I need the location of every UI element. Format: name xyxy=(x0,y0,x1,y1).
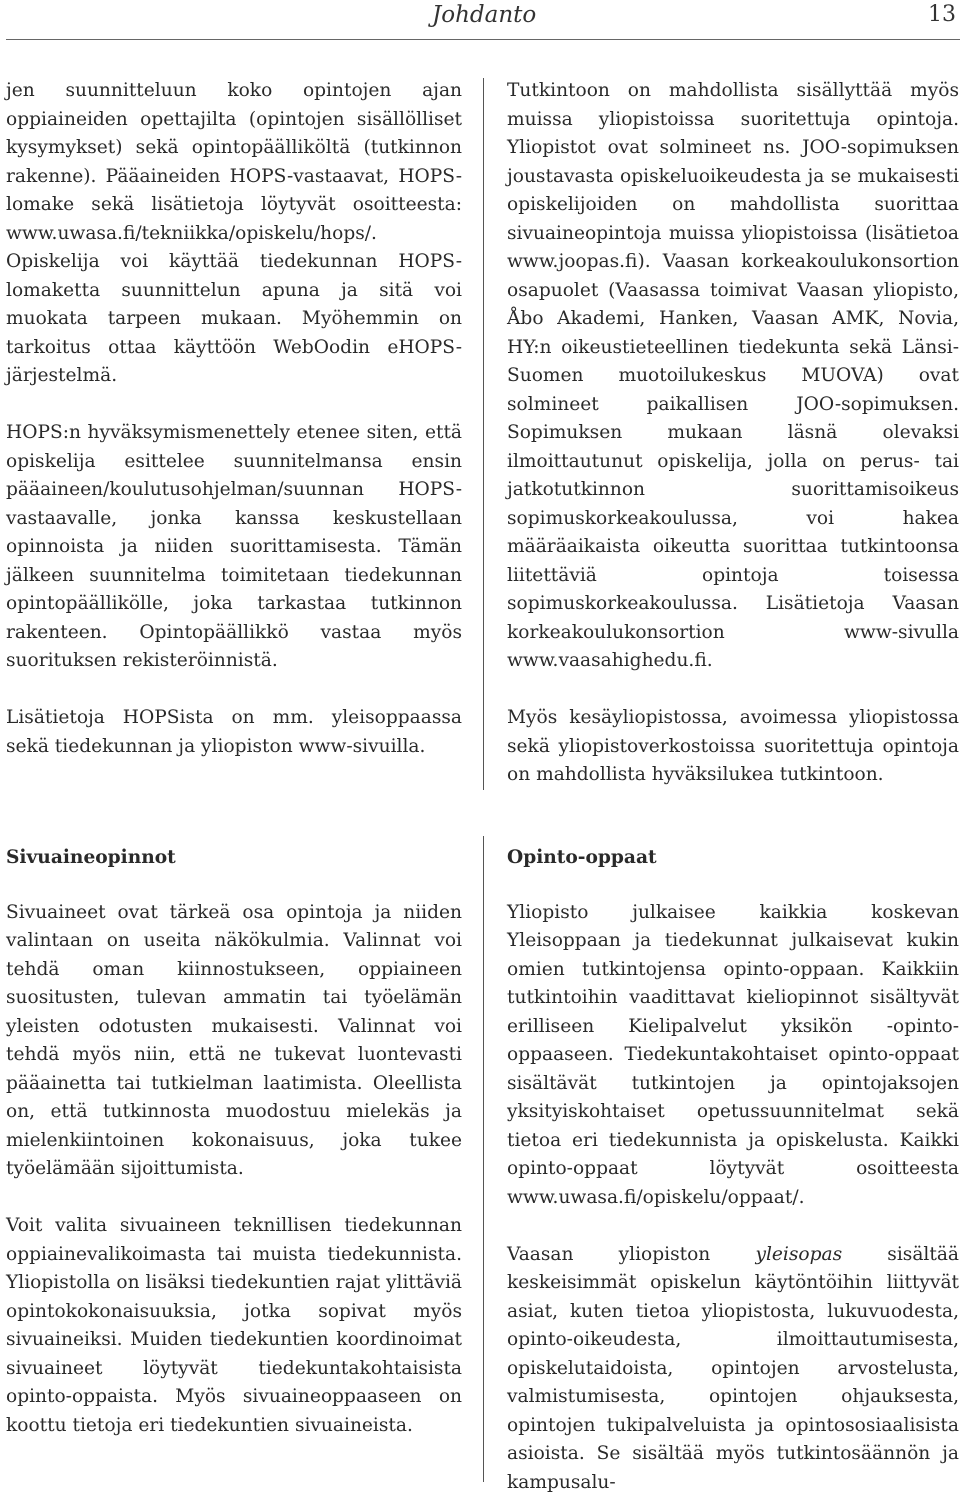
paragraph: Sivuaineet ovat tärkeä osa opintoja ja niiden valintaan on useita näkökulmia. Valinnat voi tehdä oman kiinnostukseen, oppiaineen suositusten, tulevan ammatin tai työelämän yleisten odotusten mukaisesti. Valinnat voi tehdä myös niin, että ne tukevat luontevasti pääainetta tai tutkielman laatimista. Oleellista on, että tutkinnosta muodostuu mielekäs ja mielenkiintoinen kokonaisuus, joka tukee työelämään sijoittumista. xyxy=(6,899,462,1184)
page-header xyxy=(0,0,960,40)
paragraph: Yliopisto julkaisee kaikkia koskevan Yleisoppaan ja tiedekunnat julkaisevat kukin omien tutkintojensa opinto-oppaan. Kaikkiin tutkintoihin vaadittavat kieliopinnot sisältyvät erilliseen Kielipalvelut yksikön -opinto-oppaaseen. Tiedekuntakohtaiset opinto-oppaat sisältävät tutkintojen ja opintojaksojen yksityiskohtaiset opetussuunnitelmat sekä tietoa eri tiedekunnista ja opiskelusta. Kaikki opinto-oppaat löytyvät osoitteesta www.uwasa.fi/opiskelu/oppaat/. xyxy=(507,899,959,1213)
italic-term: yleisopas xyxy=(755,1244,842,1265)
page-number: 13 xyxy=(928,2,956,27)
paragraph: Myös kesäyliopistossa, avoimessa yliopistossa sekä yliopistoverkostoissa suoritettuja opintoja on mahdollista hyväksilukea tutkintoon. xyxy=(507,704,959,790)
paragraph: Voit valita sivuaineen teknillisen tiedekunnan oppiainevalikoimasta tai muista tiedekunnista. Yliopistolla on lisäksi tiedekuntien rajat ylittäviä opintokokonaisuuksia, jotka sopivat myös sivuaineiksi. Muiden tiedekuntien koordinoimat sivuaineet löytyvät tiedekuntakohtaisista opinto-oppaista. Myös sivuaineoppaaseen on koottu tietoja eri tiedekuntien sivuaineista. xyxy=(6,1212,462,1440)
paragraph xyxy=(507,1241,959,1497)
paragraph: HOPS:n hyväksymismenettely etenee siten, että opiskelija esittelee suunnitelmansa ensin pääaineen/koulutusohjelman/suunnan HOPS-vastaavalle, jonka kanssa keskustellaan opinnoista ja niiden suorittamisesta. Tämän jälkeen suunnitelma toimitetaan tiedekunnan opintopäällikölle, joka tarkastaa tutkinnon rakenteen. Opintopäällikkö vastaa myös suorituksen rekisteröinnistä. xyxy=(6,419,462,676)
top-right-column xyxy=(507,77,959,790)
bottom-left-column xyxy=(6,844,462,1440)
section-heading-sivuaineopinnot: Sivuaineopinnot xyxy=(6,844,462,873)
section-heading-opinto-oppaat: Opinto-oppaat xyxy=(507,844,959,873)
paragraph: jen suunnitteluun koko opintojen ajan oppiaineiden opettajilta (opintojen sisällölliset kysymykset) sekä opintopäälliköltä (tutkinnon rakenne). Pääaineiden HOPS-vastaavat, HOPS-lomake sekä lisätietoja löytyvät osoitteesta: www.uwasa.fi/tekniikka/opiskelu/hops/. Opiskelija voi käyttää tiedekunnan HOPS-lomaketta suunnittelun apuna ja sitä voi muokata tarpeen mukaan. Myöhemmin on tarkoitus ottaa käyttöön WebOodin eHOPS-järjestelmä. xyxy=(6,77,462,391)
paragraph: Lisätietoja HOPSista on mm. yleisoppaassa sekä tiedekunnan ja yliopiston www-sivuilla. xyxy=(6,704,462,761)
header-rule xyxy=(6,39,960,40)
column-divider xyxy=(483,836,484,1482)
text-run: Vaasan yliopiston xyxy=(507,1244,755,1265)
running-header-title: Johdanto xyxy=(432,2,536,28)
bottom-right-column xyxy=(507,844,959,1497)
top-left-column xyxy=(6,77,462,761)
column-divider xyxy=(483,78,484,790)
paragraph: Tutkintoon on mahdollista sisällyttää myös muissa yliopistoissa suoritettuja opintoja. Yliopistot ovat solmineet ns. JOO-sopimuksen joustavasta opiskeluoikeudesta ja se mukaisesti opiskelijoiden on mahdollista suorittaa sivuaineopintoja muissa yliopistoissa (lisätietoa www.joopas.fi). Vaasan korkeakoulukonsortion osapuolet (Vaasassa toimivat Vaasan yliopisto, Åbo Akademi, Hanken, Vaasan AMK, Novia, HY:n oikeustieteellinen tiedekunta sekä Länsi-Suomen muotoilukeskus MUOVA) ovat solmineet paikallisen JOO-sopimuksen. Sopimuksen mukaan läsnä olevaksi ilmoittautunut opiskelija, jolla on perus- tai jatkotutkinnon suorittamisoikeus sopimuskorkeakoulussa, voi hakea määräaikaista oikeutta suorittaa tutkintoonsa liitettäviä opintoja toisessa sopimuskorkeakoulussa. Lisätietoja Vaasan korkeakoulukonsortion www-sivulla www.vaasahighedu.fi. xyxy=(507,77,959,676)
text-run: sisältää keskeisimmät opiskelun käytöntöihin liittyvät asiat, kuten tietoa yliopistosta, lukuvuodesta, opinto-oikeudesta, ilmoittautumisesta, opiskelutaidoista, opintojen arvostelusta, valmistumisesta, opintojen ohjauksesta, opintojen tukipalveluista ja opintososiaalisista asioista. Se sisältää myös tutkintosäännön ja kampusalu- xyxy=(507,1244,959,1493)
